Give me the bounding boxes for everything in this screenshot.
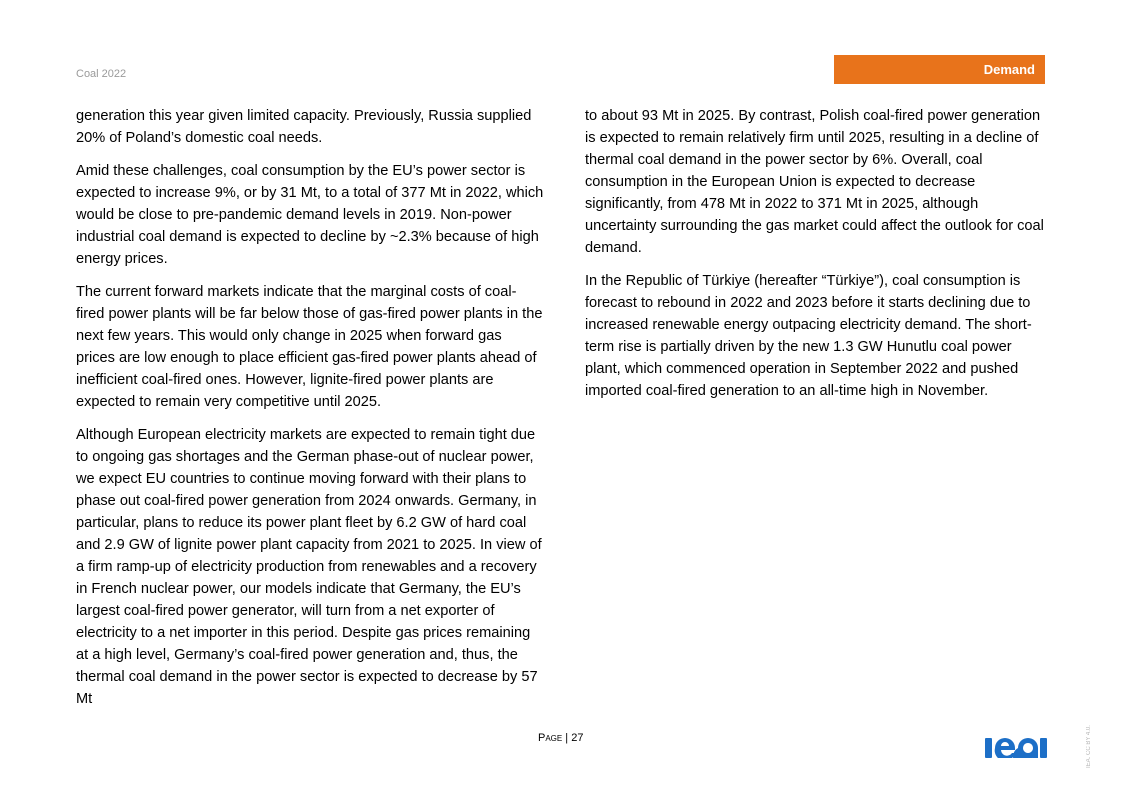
- page-number: [538, 732, 583, 744]
- section-label: Demand: [983, 62, 1035, 77]
- paragraph: In the Republic of Türkiye (hereafter “Türkiye”), coal consumption is forecast to rebound in 2022 and 2023 before it starts declining due to increased renewable energy outpacing electricity demand. The short-term rise is partially driven by the new 1.3 GW Hunutlu coal power plant, which commenced operation in September 2022 and pushed imported coal-fired generation to an all-time high in November.: [585, 273, 1032, 399]
- paragraph: generation this year given limited capacity. Previously, Russia supplied 20% of Poland’s domestic coal needs.: [76, 108, 532, 146]
- paragraph: Although European electricity markets are expected to remain tight due to ongoing gas shortages and the German phase-out of nuclear power, we expect EU countries to continue moving forward with their plans to phase out coal-fired power generation from 2024 onwards. Germany, in particular, plans to reduce its power plant fleet by 6.2 GW of hard coal and 2.9 GW of lignite power plant capacity from 2021 to 2025. In view of a firm ramp-up of electricity production from renewables and a recovery in French nuclear power, our models indicate that Germany, the EU’s largest coal-fired power generator, will turn from a net exporter of electricity to a net importer in this period. Despite gas prices remaining at a high level, Germany’s coal-fired power generation and, thus, the thermal coal demand in the power sector is expected to decrease by 57 Mt: [76, 427, 542, 707]
- document-title: Coal 2022: [76, 68, 127, 80]
- logo-text: iea: [985, 732, 987, 733]
- paragraph: Amid these challenges, coal consumption by the EU’s power sector is expected to increase 9%, or by 31 Mt, to a total of 377 Mt in 2022, which would be close to pre-pandemic demand levels in 2019. Non-power industrial coal demand is expected to decline by ~2.3% because of high energy prices.: [76, 163, 544, 267]
- page-number-value: 27: [571, 732, 584, 744]
- page-word: Page: [538, 732, 563, 744]
- page-separator: |: [562, 732, 572, 744]
- iea-logo: [985, 732, 1047, 758]
- right-column: [585, 105, 1050, 413]
- license-note: IEA. CC BY 4.0.: [1086, 725, 1092, 768]
- section-tab: [834, 55, 1045, 84]
- paragraph: The current forward markets indicate that the marginal costs of coal-fired power plants will be far below those of gas-fired power plants in the next few years. This would only change in 2025 when forward gas prices are low enough to place efficient gas-fired power plants ahead of inefficient coal-fired ones. However, lignite-fired power plants are expected to remain very competitive until 2025.: [76, 284, 543, 410]
- left-column: [76, 105, 544, 721]
- paragraph: to about 93 Mt in 2025. By contrast, Polish coal-fired power generation is expected to remain relatively firm until 2025, resulting in a decline of thermal coal demand in the power sector by 6%. Overall, coal consumption in the European Union is expected to decrease significantly, from 478 Mt in 2022 to 371 Mt in 2025, although uncertainty surrounding the gas market could affect the outlook for coal demand.: [585, 108, 1044, 256]
